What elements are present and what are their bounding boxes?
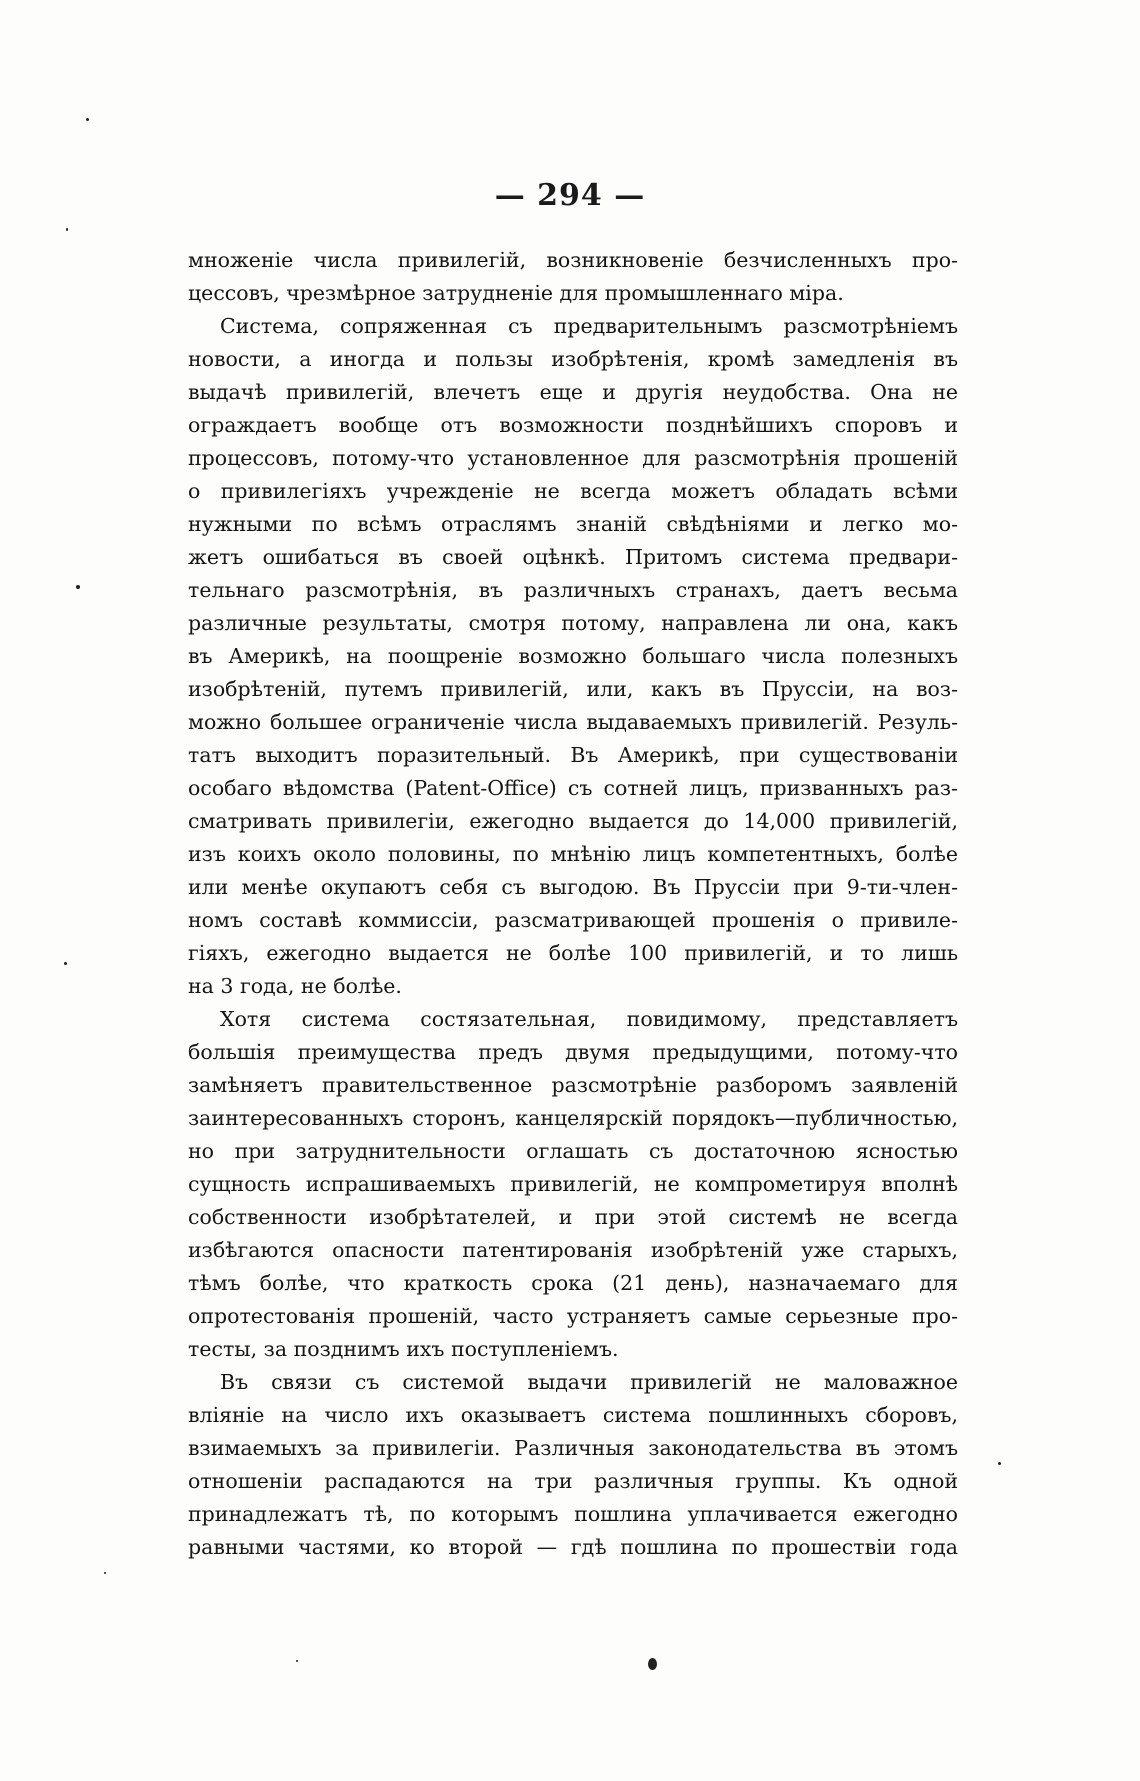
text-line: номъ составѣ коммиссіи, разсматривающей прошенія о привиле- (188, 908, 958, 932)
text-line: но при затруднительности оглашать съ достаточною ясностью (188, 1139, 958, 1163)
text-line: ограждаетъ вообще отъ возможности позднѣйшихъ споровъ и (188, 413, 958, 437)
text-line: избѣгаются опасности патентированія изобрѣтеній уже старыхъ, (188, 1238, 958, 1262)
text-line: тельнаго разсмотрѣнія, въ различныхъ странахъ, даетъ весьма (188, 578, 958, 602)
text-line: на 3 года, не болѣе. (188, 974, 402, 998)
text-line: выдачѣ привилегій, влечетъ еще и другія неудобства. Она не (188, 380, 958, 404)
text-line: можно большее ограниченіе числа выдаваемыхъ привилегій. Резуль- (188, 710, 958, 734)
text-line: принадлежатъ тѣ, по которымъ пошлина уплачивается ежегодно (188, 1502, 958, 1526)
text-line: тесты, за позднимъ ихъ поступленіемъ. (188, 1337, 619, 1361)
text-line: цессовъ, чрезмѣрное затрудненіе для промышленнаго міра. (188, 281, 844, 305)
text-line: вліяніе на число ихъ оказываетъ система пошлинныхъ сборовъ, (188, 1403, 958, 1427)
body-text (188, 244, 958, 1564)
text-line: различные результаты, смотря потому, направлена ли она, какъ (188, 611, 958, 635)
text-line: Система, сопряженная съ предварительнымъ разсмотрѣніемъ (220, 314, 958, 338)
text-line: Хотя система состязательная, повидимому, представляетъ (220, 1007, 958, 1031)
text-line: сматривать привилегіи, ежегодно выдается до 14,000 привилегій, (188, 809, 958, 833)
text-line: о привилегіяхъ учрежденіе не всегда можетъ обладать всѣми (188, 479, 958, 503)
text-line: равными частями, ко второй — гдѣ пошлина по прошествіи года (188, 1535, 958, 1559)
scan-speck (66, 228, 68, 231)
text-line: отношеніи распадаются на три различныя группы. Къ одной (188, 1469, 958, 1493)
text-line: процессовъ, потому-что установленное для разсмотрѣнія прошеній (188, 446, 958, 470)
text-line: большія преимущества предъ двумя предыдущими, потому-что (188, 1040, 958, 1064)
text-line: взимаемыхъ за привилегіи. Различныя законодательства въ этомъ (188, 1436, 958, 1460)
text-line: жетъ ошибаться въ своей оцѣнкѣ. Притомъ система предвари- (188, 545, 958, 569)
text-line: Въ связи съ системой выдачи привилегій не маловажное (220, 1370, 958, 1394)
text-line: собственности изобрѣтателей, и при этой системѣ не всегда (188, 1205, 958, 1229)
text-line: нужными по всѣмъ отраслямъ знаній свѣдѣніями и легко мо- (188, 512, 958, 536)
text-line: множеніе числа привилегій, возникновеніе безчисленныхъ про- (188, 248, 958, 272)
text-line: или менѣе окупаютъ себя съ выгодою. Въ Пруссіи при 9-ти-член- (188, 875, 958, 899)
text-line: заинтересованныхъ сторонъ, канцелярскій порядокъ—публичностью, (188, 1106, 958, 1130)
scan-speck (998, 1462, 1001, 1465)
scan-speck (86, 118, 89, 121)
text-line: сущность испрашиваемыхъ привилегій, не компрометируя вполнѣ (188, 1172, 958, 1196)
text-line: новости, а иногда и пользы изобрѣтенія, кромѣ замедленія въ (188, 347, 958, 371)
text-line: изъ коихъ около половины, по мнѣнію лицъ компетентныхъ, болѣе (188, 842, 958, 866)
text-line: въ Америкѣ, на поощреніе возможно большаго числа полезныхъ (188, 644, 958, 668)
text-line: гіяхъ, ежегодно выдается не болѣе 100 привилегій, и то лишь (188, 941, 958, 965)
scan-speck (296, 1660, 298, 1662)
text-line: изобрѣтеній, путемъ привилегій, или, какъ въ Пруссіи, на воз- (188, 677, 958, 701)
scan-speck (64, 962, 67, 965)
scan-speck (648, 1658, 657, 1670)
text-line: замѣняетъ правительственное разсмотрѣніе разборомъ заявленій (188, 1073, 958, 1097)
text-line: тѣмъ болѣе, что краткость срока (21 день), назначаемаго для (188, 1271, 958, 1295)
scan-speck (104, 1572, 106, 1574)
page-number: — 294 — (494, 178, 646, 213)
text-line: особаго вѣдомства (Patent-Office) съ сотней лицъ, призванныхъ раз- (188, 776, 958, 800)
text-line: опротестованія прошеній, часто устраняетъ самые серьезные про- (188, 1304, 958, 1328)
scan-speck (76, 585, 80, 589)
text-line: татъ выходитъ поразительный. Въ Америкѣ, при существованіи (188, 743, 958, 767)
